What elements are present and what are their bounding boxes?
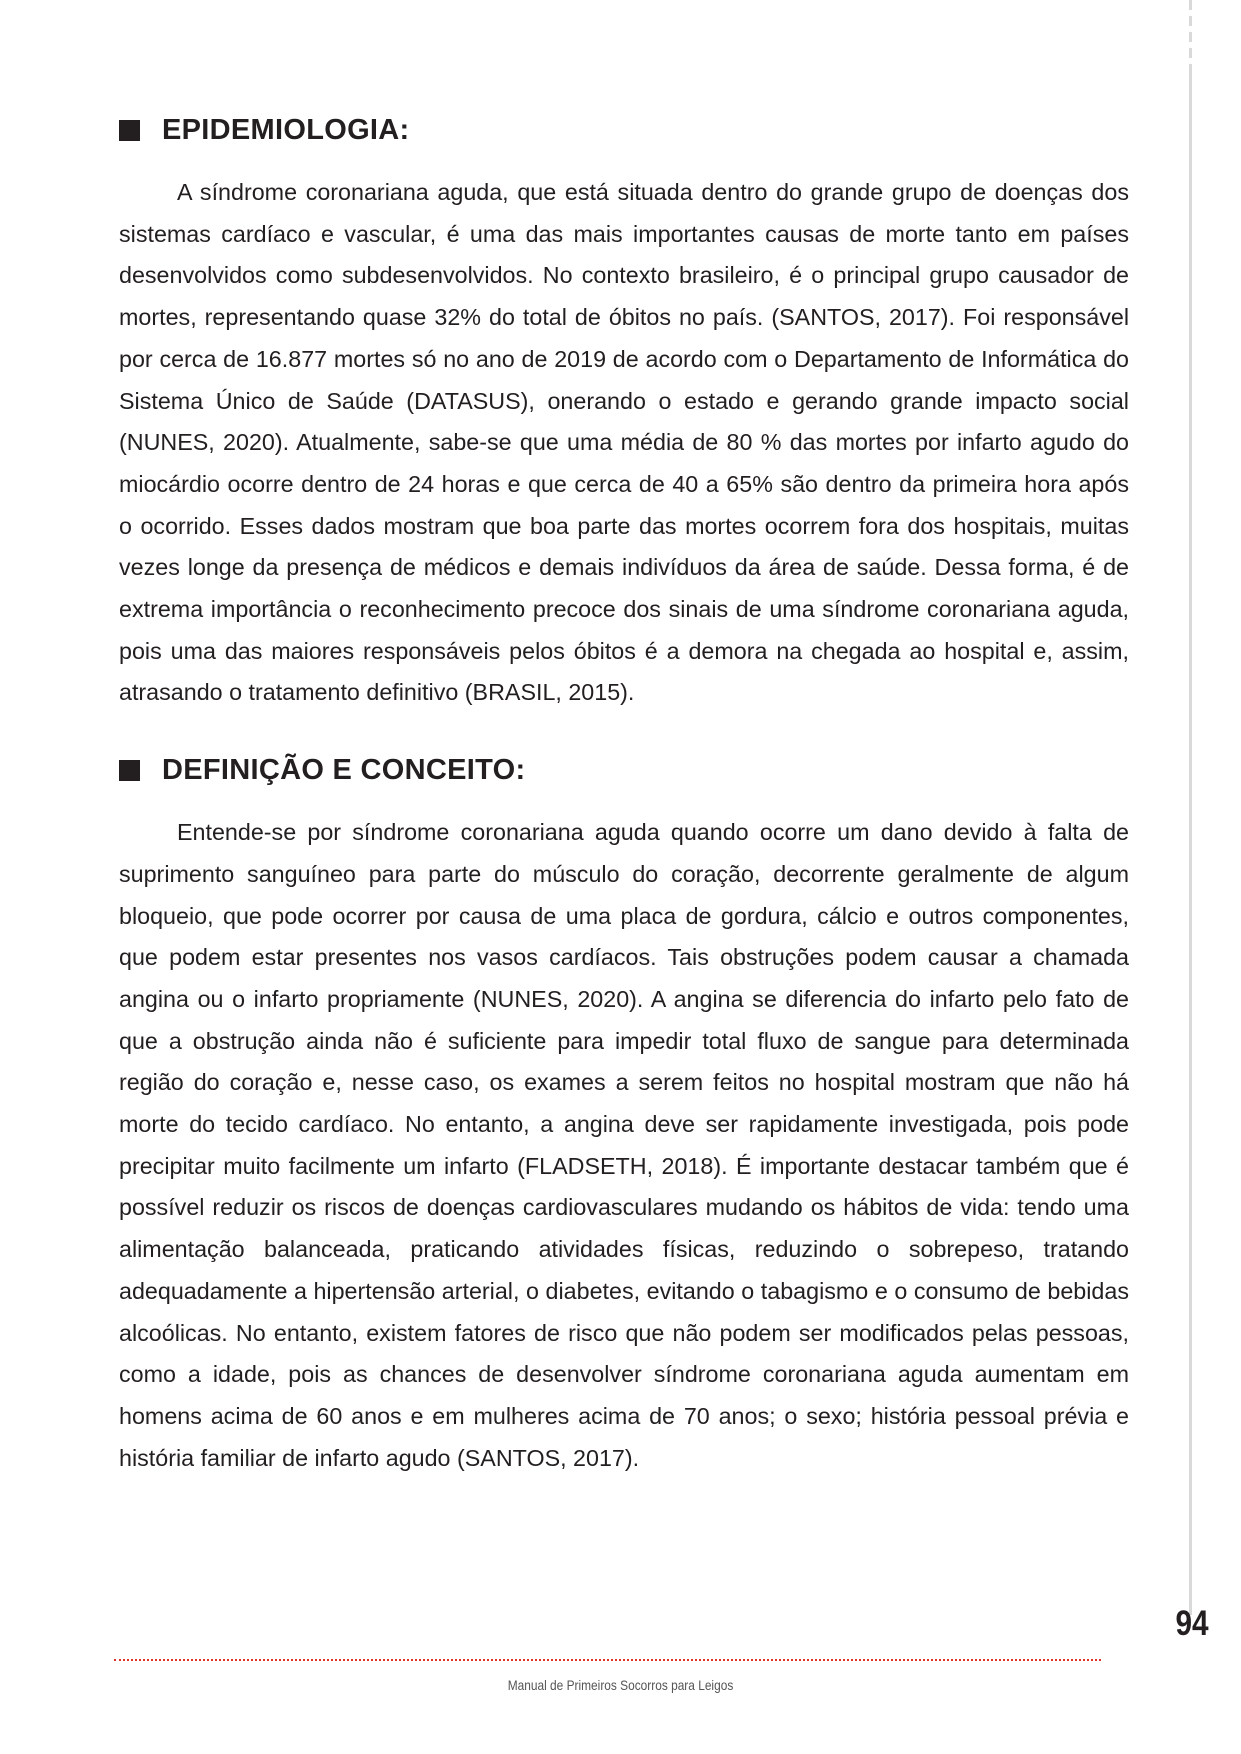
section-title: EPIDEMIOLOGIA: — [162, 113, 410, 146]
heading-bullet-icon — [119, 120, 140, 141]
section-paragraph: Entende-se por síndrome coronariana aguda quando ocorre um dano devido à falta de suprimento sanguíneo para parte do músculo do coração, decorrente geralmente de algum bloqueio, que pode ocorrer por causa de uma placa de gordura, cálcio e outros componentes, que podem estar presentes nos vasos cardíacos. Tais obstruções podem causar a chamada angina ou o infarto propriamente (NUNES, 2020). A angina se diferencia do infarto pelo fato de que a obstrução ainda não é suficiente para impedir total fluxo de sangue para determinada região do coração e, nesse caso, os exames a serem feitos no hospital mostram que não há morte do tecido cardíaco. No entanto, a angina deve ser rapidamente investigada, pois pode precipitar muito facilmente um infarto (FLADSETH, 2018). É importante destacar também que é possível reduzir os riscos de doenças cardiovasculares mudando os hábitos de vida: tendo uma alimentação balanceada, praticando atividades físicas, reduzindo o sobrepeso, tratando adequadamente a hipertensão arterial, o diabetes, evitando o tabagismo e o consumo de bebidas alcoólicas. No entanto, existem fatores de risco que não podem ser modificados pelas pessoas, como a idade, pois as chances de desenvolver síndrome coronariana aguda aumentam em homens acima de 60 anos e em mulheres acima de 70 anos; o sexo; história pessoal prévia e história familiar de infarto agudo (SANTOS, 2017). — [119, 819, 1129, 1471]
page-number: 94 — [1175, 1604, 1209, 1643]
footer-divider — [114, 1659, 1101, 1661]
page-side-rule-dashed — [1189, 0, 1192, 70]
page-content — [119, 108, 1129, 1479]
footer-title: Manual de Primeiros Socorros para Leigos — [507, 1677, 734, 1693]
section-heading-epidemiologia — [119, 108, 1129, 152]
section-title: DEFINIÇÃO E CONCEITO: — [162, 753, 526, 786]
section-heading-definicao — [119, 748, 1129, 792]
heading-bullet-icon — [119, 760, 140, 781]
section-paragraph: A síndrome coronariana aguda, que está situada dentro do grande grupo de doenças dos sistemas cardíaco e vascular, é uma das mais importantes causas de morte tanto em países desenvolvidos como subdesenvolvidos. No contexto brasileiro, é o principal grupo causador de mortes, representando quase 32% do total de óbitos no país. (SANTOS, 2017). Foi responsável por cerca de 16.877 mortes só no ano de 2019 de acordo com o Departamento de Informática do Sistema Único de Saúde (DATASUS), onerando o estado e gerando grande impacto social (NUNES, 2020). Atualmente, sabe-se que uma média de 80 % das mortes por infarto agudo do miocárdio ocorre dentro de 24 horas e que cerca de 40 a 65% são dentro da primeira hora após o ocorrido. Esses dados mostram que boa parte das mortes ocorrem fora dos hospitais, muitas vezes longe da presença de médicos e demais indivíduos da área de saúde. Dessa forma, é de extrema importância o reconhecimento precoce dos sinais de uma síndrome coronariana aguda, pois uma das maiores responsáveis pelos óbitos é a demora na chegada ao hospital e, assim, atrasando o tratamento definitivo (BRASIL, 2015). — [119, 179, 1129, 706]
page-side-rule — [1189, 0, 1192, 1615]
